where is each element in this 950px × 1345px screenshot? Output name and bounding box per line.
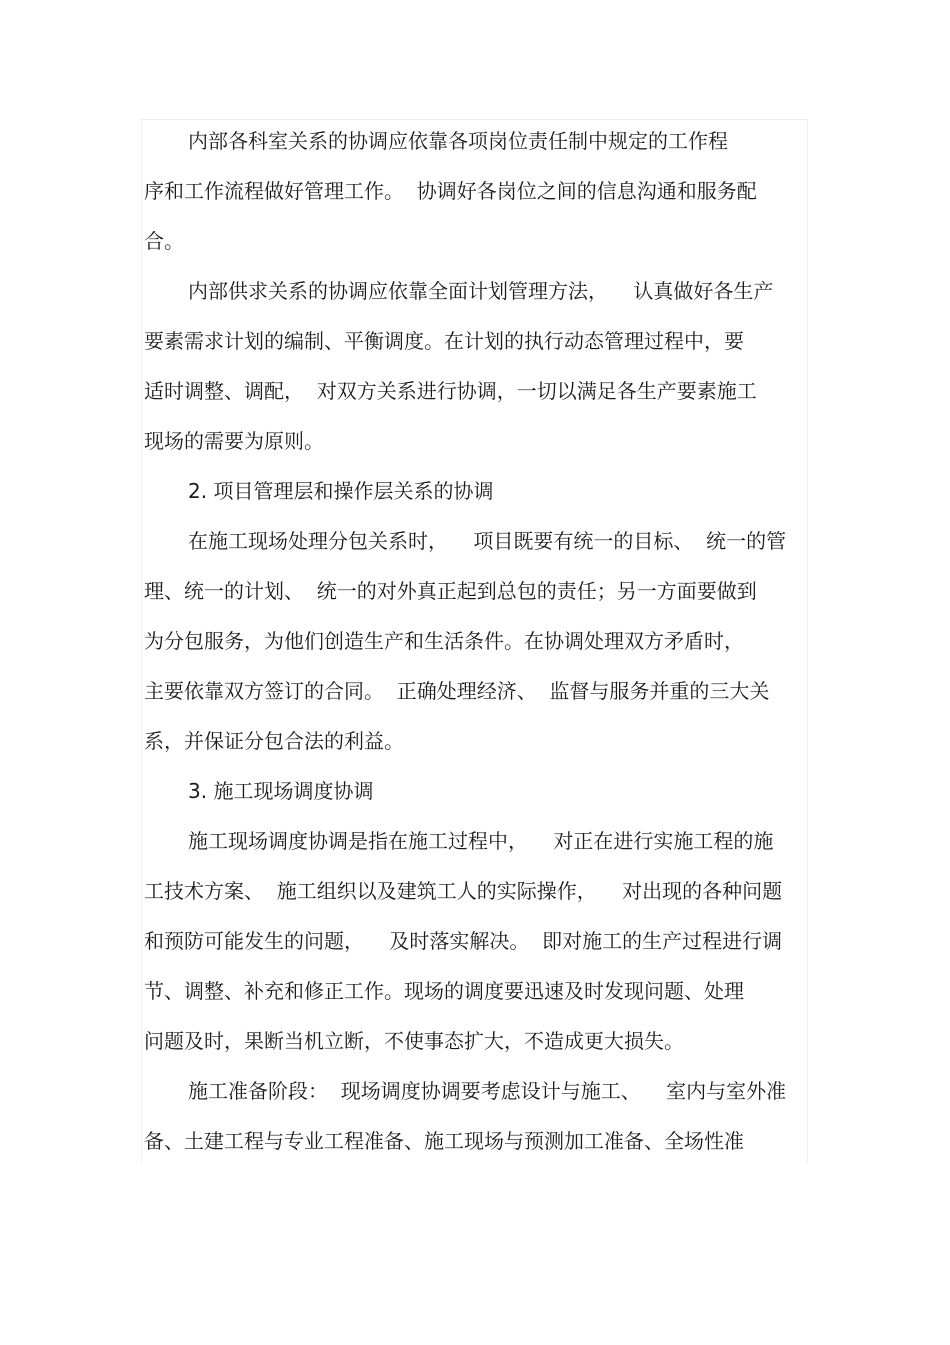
paragraph-line: 问题及时，果断当机立断，不使事态扩大，不造成更大损失。: [144, 1029, 684, 1053]
paragraph-line: 内部供求关系的协调应依靠全面计划管理方法， 认真做好各生产: [188, 279, 774, 303]
paragraph-line: 施工现场调度协调是指在施工过程中， 对正在进行实施工程的施: [188, 829, 774, 853]
paragraph-line: 要素需求计划的编制、平衡调度。在计划的执行动态管理过程中，要: [144, 329, 744, 353]
paragraph-line: 施工准备阶段： 现场调度协调要考虑设计与施工、 室内与室外准: [188, 1079, 787, 1103]
section-heading: 2. 项目管理层和操作层关系的协调: [188, 479, 494, 503]
paragraph-line: 系，并保证分包合法的利益。: [144, 729, 404, 753]
paragraph-line: 在施工现场处理分包关系时， 项目既要有统一的目标、 统一的管: [188, 529, 787, 553]
paragraph-line: 为分包服务，为他们创造生产和生活条件。在协调处理双方矛盾时，: [144, 629, 744, 653]
paragraph-line: 备、土建工程与专业工程准备、施工现场与预测加工准备、全场性准: [144, 1129, 744, 1153]
paragraph-line: 工技术方案、 施工组织以及建筑工人的实际操作， 对出现的各种问题: [144, 879, 783, 903]
paragraph-line: 适时调整、调配， 对双方关系进行协调，一切以满足各生产要素施工: [144, 379, 757, 403]
paragraph-line: 和预防可能发生的问题， 及时落实解决。 即对施工的生产过程进行调: [144, 929, 783, 953]
paragraph-line: 节、调整、补充和修正工作。现场的调度要迅速及时发现问题、处理: [144, 979, 744, 1003]
paragraph-line: 现场的需要为原则。: [144, 429, 324, 453]
paragraph-line: 序和工作流程做好管理工作。 协调好各岗位之间的信息沟通和服务配: [144, 179, 757, 203]
paragraph-line: 主要依靠双方签订的合同。 正确处理经济、 监督与服务并重的三大关: [144, 679, 770, 703]
paragraph-line: 内部各科室关系的协调应依靠各项岗位责任制中规定的工作程: [188, 129, 728, 153]
paragraph-line: 合。: [144, 229, 184, 253]
paragraph-line: 理、统一的计划、 统一的对外真正起到总包的责任；另一方面要做到: [144, 579, 757, 603]
section-heading: 3. 施工现场调度协调: [188, 779, 374, 803]
